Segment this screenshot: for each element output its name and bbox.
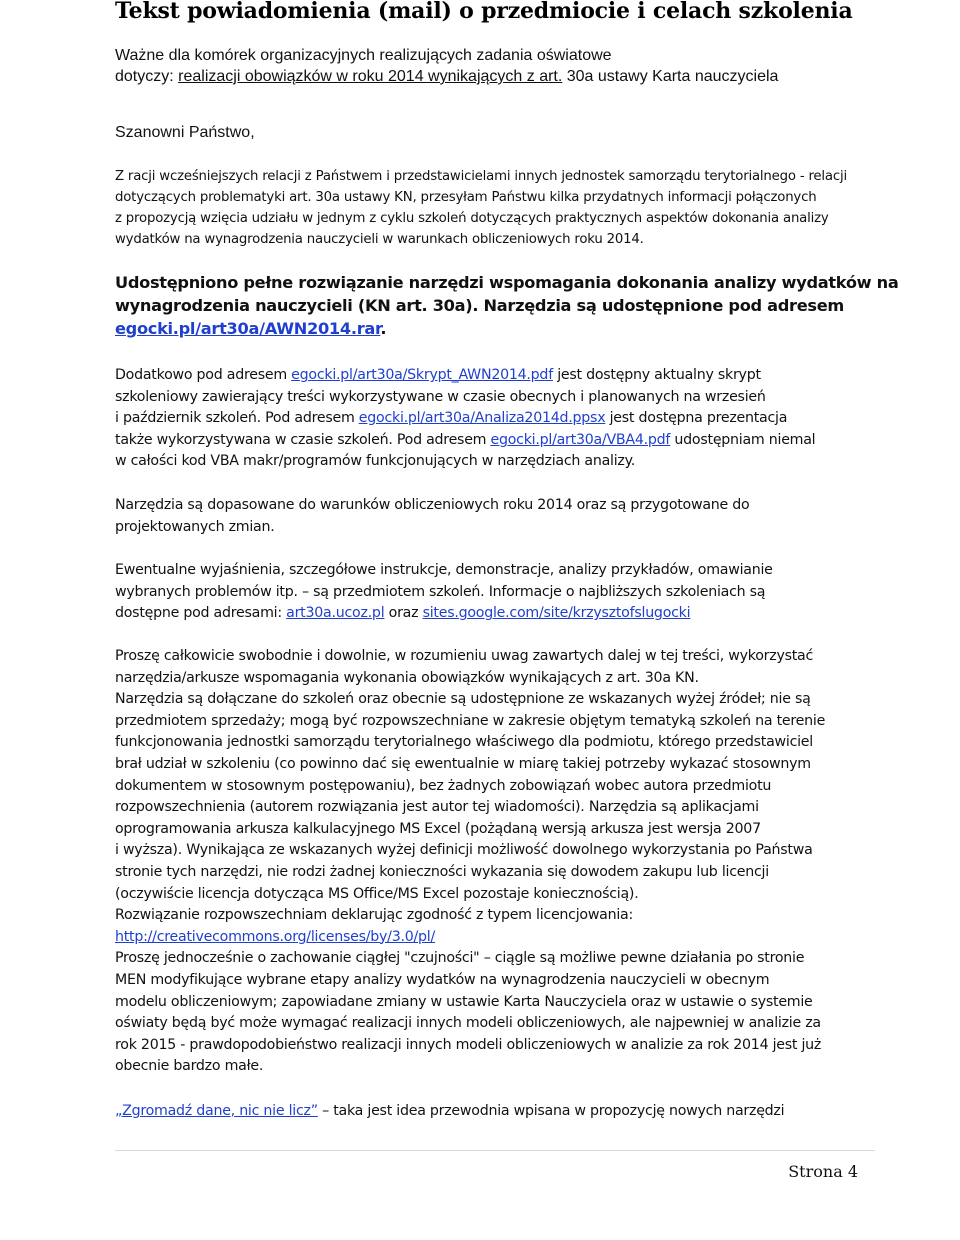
intro-line: dotyczących problematyki art. 30a ustawy KN, przesyłam Państwu kilka przydatnych informacji połączonych	[115, 190, 817, 205]
creative-commons-link[interactable]: http://creativecommons.org/licenses/by/3.0/pl/	[115, 928, 436, 945]
greeting-text: Szanowni Państwo,	[115, 124, 255, 141]
header-line-1: Ważne dla komórek organizacyjnych realizujących zadania oświatowe	[115, 47, 612, 64]
intro-line: z propozycją wzięcia udziału w jednym z cyklu szkoleń dotyczących praktycznych aspektów dokonania analizy	[115, 211, 829, 226]
resources-line	[115, 365, 875, 387]
motto-text: – taka jest idea przewodnia wpisana w propozycję nowych narzędzi	[317, 1103, 785, 1119]
google-sites-link[interactable]: sites.google.com/site/krzysztofslugocki	[422, 605, 691, 622]
header-line-2	[115, 66, 875, 87]
usage-line: (oczywiście licencja dotycząca MS Office/MS Excel pozostaje koniecznością).	[115, 885, 639, 902]
header-underlined-subject: realizacji obowiązków w roku 2014 wynikających z art.	[178, 68, 563, 85]
header-subject-rest: 30a ustawy Karta nauczyciela	[562, 68, 779, 85]
awn2014-rar-link[interactable]: egocki.pl/art30a/AWN2014.rar	[115, 319, 381, 338]
motto-line	[115, 1101, 875, 1123]
resources-text: jest dostępny aktualny skrypt	[552, 367, 761, 383]
resources-text: Dodatkowo pod adresem	[115, 367, 292, 383]
skrypt-pdf-link[interactable]: egocki.pl/art30a/Skrypt_AWN2014.pdf	[291, 367, 553, 383]
usage-line: oprogramowania arkusza kalkulacyjnego MS Excel (pożądaną wersją arkusza jest wersja 2007	[115, 820, 761, 837]
highlight-end: .	[380, 319, 387, 338]
usage-line: narzędzia/arkusze wspomagania wykonania obowiązków wynikających z art. 30a KN.	[115, 669, 699, 686]
resources-line: w całości kod VBA makr/programów funkcjonujących w narzędziach analizy.	[115, 453, 635, 470]
fitted-line: projektowanych zmian.	[115, 518, 275, 535]
usage-line: Narzędzia są dołączane do szkoleń oraz obecnie są udostępnione ze wskazanych wyżej źródeł; nie są	[115, 691, 811, 708]
explain-text: dostępne pod adresami:	[115, 605, 287, 622]
vigilance-line: rok 2015 - prawdopodobieństwo realizacji innych modeli obliczeniowych w analizie za rok 2014 jest już	[115, 1036, 822, 1053]
page-number: Strona 4	[788, 1162, 858, 1181]
resources-text: jest dostępna prezentacja	[605, 410, 788, 427]
footer-divider	[115, 1150, 875, 1151]
notice-header	[115, 45, 875, 87]
highlight-line: Udostępniono pełne rozwiązanie narzędzi wspomagania dokonania analizy wydatków na	[115, 273, 899, 292]
vigilance-line: Proszę jednocześnie o zachowanie ciągłej "czujności" – ciągle są możliwe pewne działania po stronie	[115, 950, 805, 967]
explain-text: oraz	[384, 605, 423, 622]
usage-line: rozpowszechnienia (autorem rozwiązania jest autor tej wiadomości). Narzędzia są aplikacjami	[115, 799, 759, 816]
explanations-paragraph	[115, 560, 875, 625]
explain-line: Ewentualne wyjaśnienia, szczegółowe instrukcje, demonstracje, analizy przykładów, omawianie	[115, 562, 773, 578]
usage-line: Proszę całkowicie swobodnie i dowolnie, w rozumieniu uwag zawartych dalej w tej treści, wykorzystać	[115, 648, 814, 664]
vigilance-line: obecnie bardzo małe.	[115, 1058, 264, 1075]
resources-paragraph	[115, 365, 875, 473]
vigilance-line: MEN modyfikujące wybrane etapy analizy wydatków na wynagrodzenia nauczycieli w obecnym	[115, 971, 770, 988]
highlight-line	[115, 317, 875, 340]
fitted-line: Narzędzia są dopasowane do warunków obliczeniowych roku 2014 oraz są przygotowane do	[115, 497, 750, 513]
fitted-paragraph	[115, 495, 875, 538]
usage-line: Rozwiązanie rozpowszechniam deklarując zgodność z typem licencjowania:	[115, 907, 634, 924]
intro-paragraph	[115, 166, 875, 250]
usage-line: przedmiotem sprzedaży; mogą być rozpowszechniane w zakresie objętym tematyką szkoleń na terenie	[115, 712, 826, 729]
greeting	[115, 122, 875, 143]
vigilance-line: oświaty będą być może wymagać realizacji innych modeli obliczeniowych, ale najpewniej w analizie za	[115, 1015, 821, 1032]
usage-line: stronie tych narzędzi, nie rodzi żadnej konieczności wykazania się dowodem zakupu lub licencji	[115, 863, 769, 880]
resources-text: udostępniam niemal	[670, 431, 816, 448]
resources-line: szkoleniowy zawierający treści wykorzystywane w czasie obecnych i planowanych na wrzesień	[115, 388, 766, 405]
motto-paragraph	[115, 1101, 875, 1123]
usage-line: dokumentem w stosownym postępowaniu), bez żadnych zobowiązań wobec autora przedmiotu	[115, 777, 772, 794]
header-dotyczy-label: dotyczy:	[115, 68, 179, 85]
usage-line	[115, 927, 875, 949]
document-title: Tekst powiadomienia (mail) o przedmiocie i celach szkolenia	[115, 0, 853, 24]
analiza-ppsx-link[interactable]: egocki.pl/art30a/Analiza2014d.ppsx	[358, 410, 606, 427]
resources-text: i październik szkoleń. Pod adresem	[115, 410, 359, 427]
ucoz-link[interactable]: art30a.ucoz.pl	[286, 605, 385, 622]
intro-line: Z racji wcześniejszych relacji z Państwem i przedstawicielami innych jednostek samorządu terytorialnego - relacji	[115, 169, 847, 184]
usage-line: i wyższa). Wynikająca ze wskazanych wyżej definicji możliwość dowolnego wykorzystania po Państwa	[115, 842, 813, 859]
intro-line: wydatków na wynagrodzenia nauczycieli w warunkach obliczeniowych roku 2014.	[115, 232, 644, 247]
usage-line: brał udział w szkoleniu (co powinno dać się ewentualnie w miarę takiej potrzeby wykazać stosownym	[115, 755, 811, 772]
resources-line	[115, 408, 875, 430]
vba-pdf-link[interactable]: egocki.pl/art30a/VBA4.pdf	[490, 431, 671, 448]
motto-link[interactable]: „Zgromadź dane, nic nie licz”	[115, 1103, 318, 1119]
explain-line	[115, 603, 875, 625]
highlight-line: wynagrodzenia nauczycieli (KN art. 30a). Narzędzia są udostępnione pod adresem	[115, 296, 845, 315]
resources-text: także wykorzystywana w czasie szkoleń. Pod adresem	[115, 431, 491, 448]
usage-paragraph	[115, 646, 875, 1078]
vigilance-line: modelu obliczeniowym; zapowiadane zmiany w ustawie Karta Nauczyciela oraz w ustawie o systemie	[115, 993, 813, 1010]
resources-line	[115, 430, 875, 452]
usage-line: funkcjonowania jednostki samorządu terytorialnego właściwego dla podmiotu, którego przedstawiciel	[115, 734, 813, 751]
explain-line: wybranych problemów itp. – są przedmiotem szkoleń. Informacje o najbliższych szkoleniach są	[115, 583, 766, 600]
highlight-paragraph	[115, 271, 899, 340]
